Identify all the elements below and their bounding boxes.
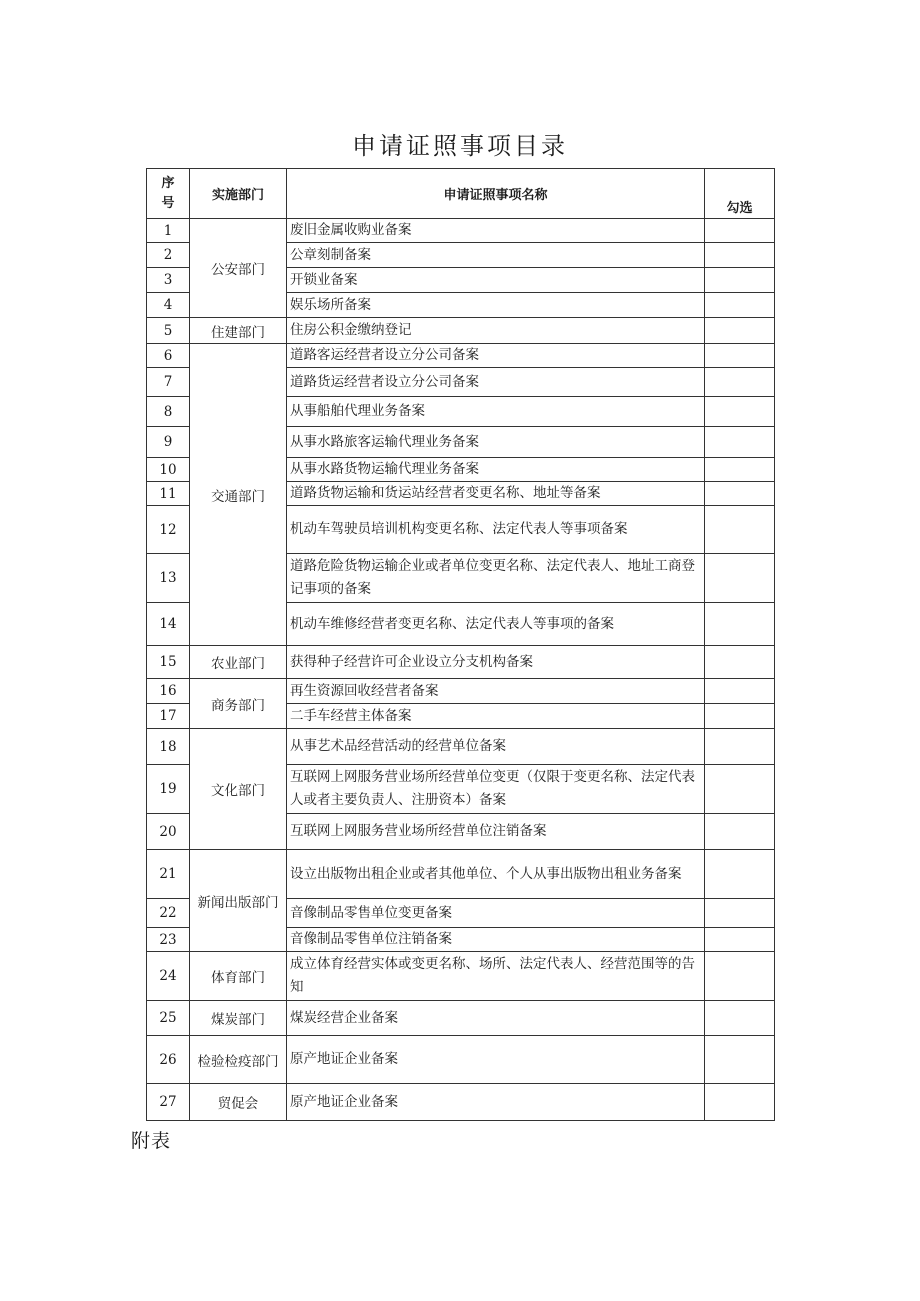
check-cell[interactable] (705, 268, 775, 293)
item-name: 音像制品零售单位注销备案 (287, 928, 705, 952)
row-number: 20 (147, 814, 190, 850)
table-row (147, 318, 775, 344)
item-name: 互联网上网服务营业场所经营单位变更（仅限于变更名称、法定代表人或者主要负责人、注册资本）备案 (287, 765, 705, 814)
department-cell: 体育部门 (190, 952, 287, 1001)
item-name: 音像制品零售单位变更备案 (287, 899, 705, 928)
department-cell: 检验检疫部门 (190, 1036, 287, 1084)
row-number: 21 (147, 850, 190, 899)
check-cell[interactable] (705, 1001, 775, 1036)
row-number: 6 (147, 344, 190, 368)
item-name: 设立出版物出租企业或者其他单位、个人从事出版物出租业务备案 (287, 850, 705, 899)
header-no-line2: 号 (161, 195, 175, 211)
check-cell[interactable] (705, 704, 775, 729)
check-cell[interactable] (705, 899, 775, 928)
item-name: 二手车经营主体备案 (287, 704, 705, 729)
row-number: 24 (147, 952, 190, 1001)
row-number: 13 (147, 554, 190, 603)
item-name: 原产地证企业备案 (287, 1084, 705, 1121)
row-number: 5 (147, 318, 190, 344)
department-cell: 新闻出版部门 (190, 850, 287, 952)
row-number: 1 (147, 219, 190, 243)
table-row (147, 679, 775, 704)
check-cell[interactable] (705, 814, 775, 850)
row-number: 14 (147, 603, 190, 646)
item-name: 开锁业备案 (287, 268, 705, 293)
header-no (147, 169, 190, 219)
row-number: 8 (147, 397, 190, 427)
check-cell[interactable] (705, 729, 775, 765)
check-cell[interactable] (705, 219, 775, 243)
item-name: 道路货运经营者设立分公司备案 (287, 368, 705, 397)
item-name: 住房公积金缴纳登记 (287, 318, 705, 344)
check-cell[interactable] (705, 603, 775, 646)
appendix-label: 附表 (131, 1130, 172, 1152)
department-cell: 公安部门 (190, 219, 287, 318)
table-row (147, 1036, 775, 1084)
item-name: 从事水路旅客运输代理业务备案 (287, 427, 705, 458)
header-dept: 实施部门 (190, 169, 287, 219)
item-name: 道路货物运输和货运站经营者变更名称、地址等备案 (287, 482, 705, 506)
table-row (147, 952, 775, 1001)
row-number: 2 (147, 243, 190, 268)
row-number: 11 (147, 482, 190, 506)
item-name: 原产地证企业备案 (287, 1036, 705, 1084)
table-row (147, 646, 775, 679)
table-row (147, 219, 775, 243)
department-cell: 商务部门 (190, 679, 287, 729)
check-cell[interactable] (705, 679, 775, 704)
item-name: 从事水路货物运输代理业务备案 (287, 458, 705, 482)
row-number: 19 (147, 765, 190, 814)
item-name: 获得种子经营许可企业设立分支机构备案 (287, 646, 705, 679)
check-cell[interactable] (705, 646, 775, 679)
table-row (147, 1084, 775, 1121)
check-cell[interactable] (705, 458, 775, 482)
table-row (147, 850, 775, 899)
row-number: 12 (147, 506, 190, 554)
check-cell[interactable] (705, 482, 775, 506)
item-name: 再生资源回收经营者备案 (287, 679, 705, 704)
item-name: 互联网上网服务营业场所经营单位注销备案 (287, 814, 705, 850)
row-number: 3 (147, 268, 190, 293)
check-cell[interactable] (705, 928, 775, 952)
row-number: 16 (147, 679, 190, 704)
item-name: 煤炭经营企业备案 (287, 1001, 705, 1036)
check-cell[interactable] (705, 1036, 775, 1084)
row-number: 22 (147, 899, 190, 928)
row-number: 26 (147, 1036, 190, 1084)
check-cell[interactable] (705, 765, 775, 814)
check-cell[interactable] (705, 293, 775, 318)
check-cell[interactable] (705, 344, 775, 368)
header-no-line1: 序 (161, 175, 175, 191)
item-name: 废旧金属收购业备案 (287, 219, 705, 243)
row-number: 9 (147, 427, 190, 458)
header-check: 勾选 (705, 169, 775, 219)
table-row (147, 1001, 775, 1036)
department-cell: 农业部门 (190, 646, 287, 679)
table-header-row (147, 169, 775, 219)
check-cell[interactable] (705, 368, 775, 397)
page-title: 申请证照事项目录 (352, 132, 568, 160)
check-cell[interactable] (705, 506, 775, 554)
check-cell[interactable] (705, 1084, 775, 1121)
table-row (147, 729, 775, 765)
check-cell[interactable] (705, 554, 775, 603)
table-row (147, 344, 775, 368)
department-cell: 住建部门 (190, 318, 287, 344)
department-cell: 煤炭部门 (190, 1001, 287, 1036)
item-name: 公章刻制备案 (287, 243, 705, 268)
header-name: 申请证照事项名称 (287, 169, 705, 219)
item-name: 机动车驾驶员培训机构变更名称、法定代表人等事项备案 (287, 506, 705, 554)
row-number: 15 (147, 646, 190, 679)
row-number: 4 (147, 293, 190, 318)
row-number: 18 (147, 729, 190, 765)
row-number: 23 (147, 928, 190, 952)
item-name: 从事艺术品经营活动的经营单位备案 (287, 729, 705, 765)
item-name: 机动车维修经营者变更名称、法定代表人等事项的备案 (287, 603, 705, 646)
check-cell[interactable] (705, 952, 775, 1001)
item-name: 娱乐场所备案 (287, 293, 705, 318)
item-name: 道路危险货物运输企业或者单位变更名称、法定代表人、地址工商登记事项的备案 (287, 554, 705, 603)
department-cell: 文化部门 (190, 729, 287, 850)
row-number: 27 (147, 1084, 190, 1121)
check-cell[interactable] (705, 397, 775, 427)
row-number: 17 (147, 704, 190, 729)
items-table (146, 168, 775, 1121)
check-cell[interactable] (705, 243, 775, 268)
check-cell[interactable] (705, 427, 775, 458)
item-name: 从事船舶代理业务备案 (287, 397, 705, 427)
check-cell[interactable] (705, 850, 775, 899)
table-body (147, 219, 775, 1121)
row-number: 7 (147, 368, 190, 397)
item-name: 道路客运经营者设立分公司备案 (287, 344, 705, 368)
row-number: 25 (147, 1001, 190, 1036)
department-cell: 贸促会 (190, 1084, 287, 1121)
department-cell: 交通部门 (190, 344, 287, 646)
row-number: 10 (147, 458, 190, 482)
check-cell[interactable] (705, 318, 775, 344)
item-name: 成立体育经营实体或变更名称、场所、法定代表人、经营范围等的告知 (287, 952, 705, 1001)
